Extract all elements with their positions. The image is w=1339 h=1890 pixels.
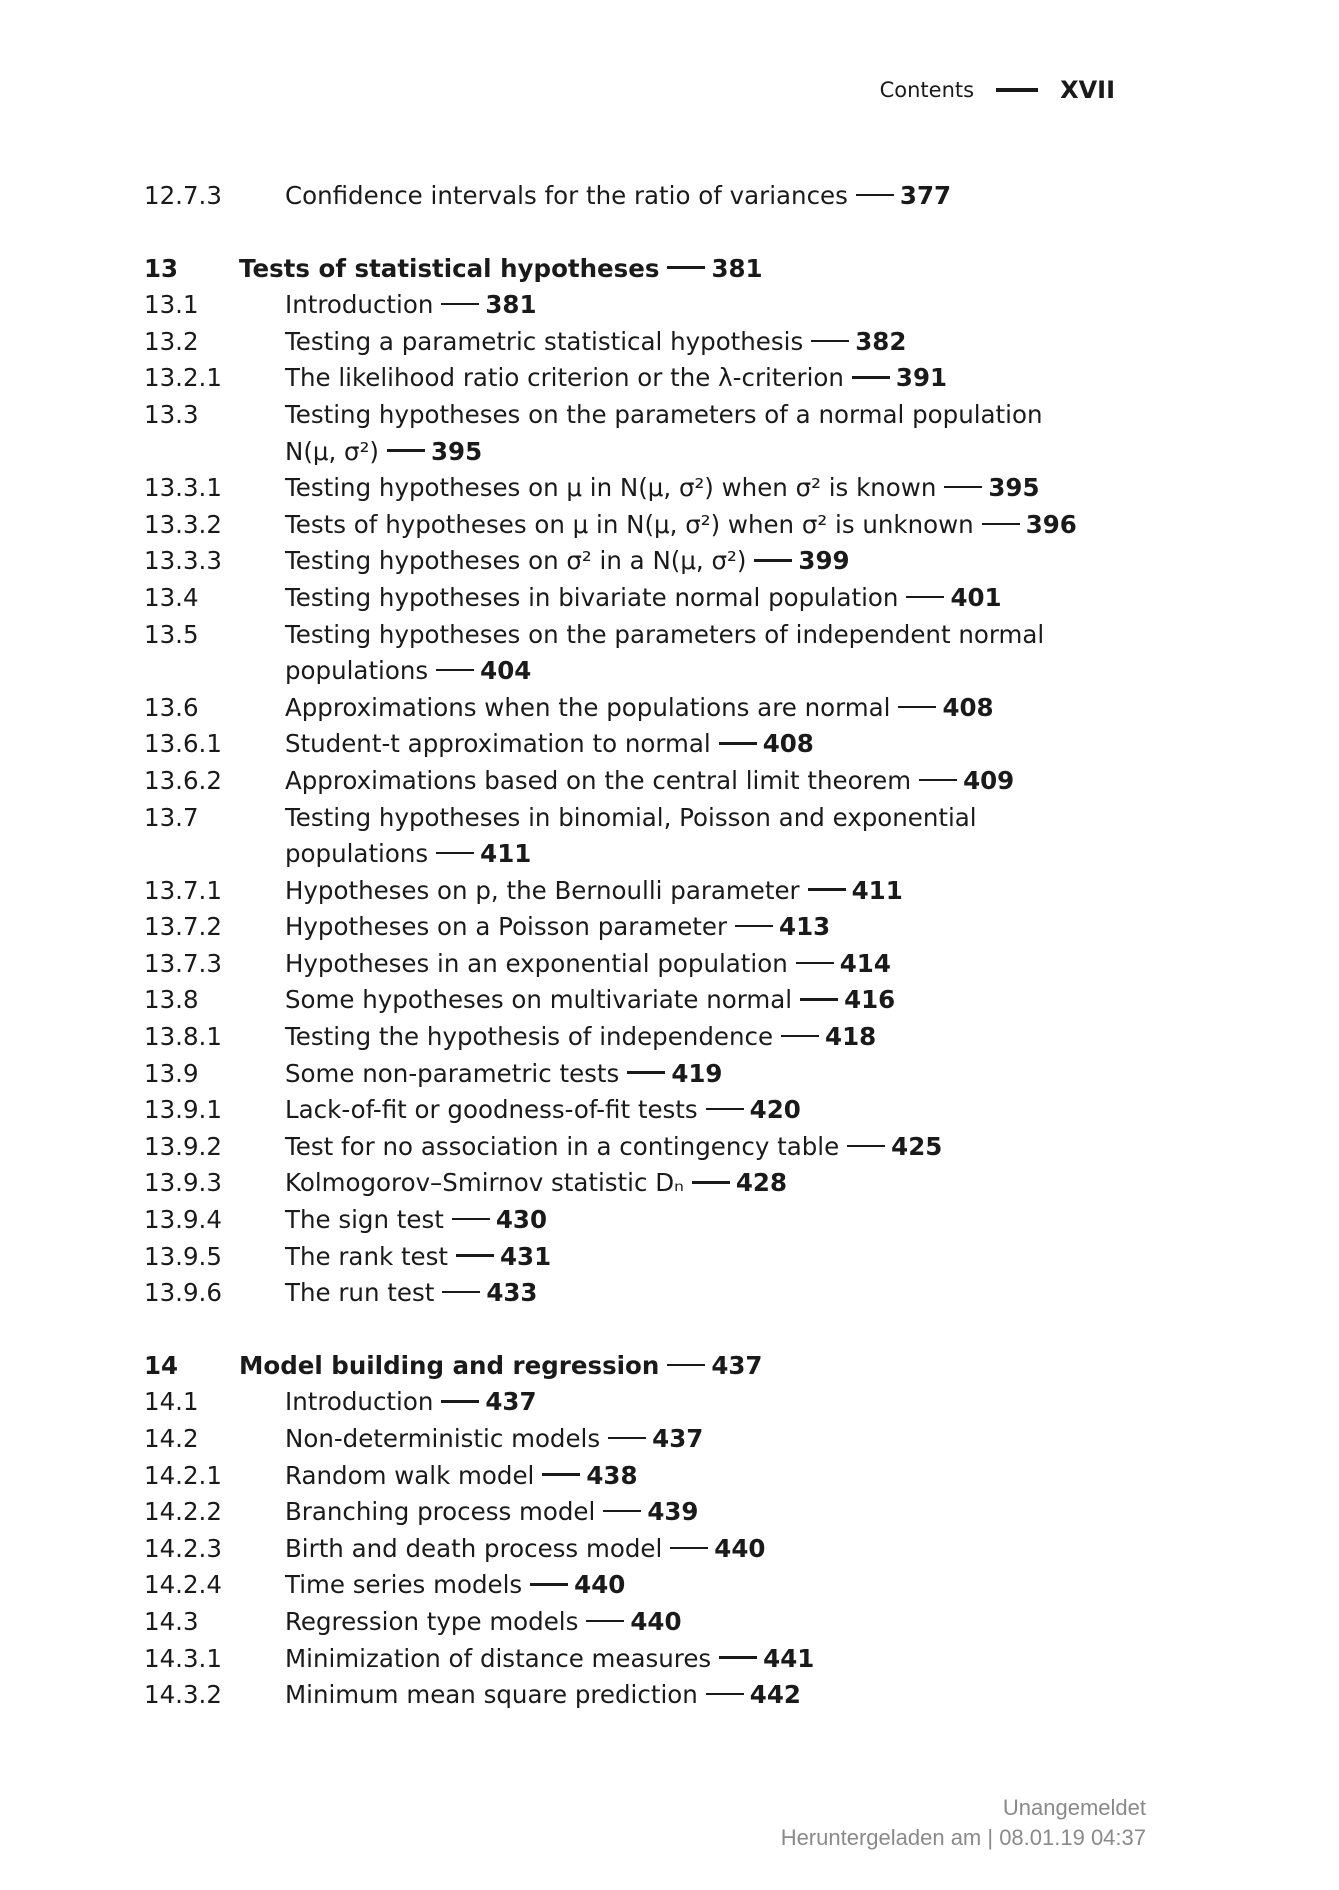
toc-entry-title-line xyxy=(285,1056,1084,1093)
toc-page-number[interactable]: 414 xyxy=(839,948,891,978)
toc-entry-title-text: populations xyxy=(285,656,429,686)
toc-page-number[interactable]: 377 xyxy=(899,181,952,210)
toc-entry[interactable] xyxy=(144,1019,1084,1056)
toc-entry-title-text: Branching process model xyxy=(285,1497,596,1527)
toc-entry-title xyxy=(239,251,1084,288)
toc-entry-title xyxy=(285,1384,1084,1421)
toc-entry-title xyxy=(285,1604,1084,1641)
toc-leader-dash xyxy=(800,998,838,1000)
toc-entry-title-text: Introduction xyxy=(285,290,434,320)
toc-page-number[interactable]: 381 xyxy=(485,290,537,320)
toc-entry-number: 14.3.2 xyxy=(144,1680,222,1710)
toc-entry-title-text: Minimum mean square prediction xyxy=(285,1680,698,1710)
toc-page-number[interactable]: 395 xyxy=(988,473,1040,503)
toc-entry-number: 13.7 xyxy=(144,802,199,832)
toc-entry-number: 13.8 xyxy=(144,985,199,1015)
toc-entry-title xyxy=(285,287,1084,324)
toc-entry-title-text: Tests of statistical hypotheses xyxy=(239,253,660,283)
toc-page-number[interactable]: 411 xyxy=(480,839,532,869)
toc-entry-number: 14.2.4 xyxy=(144,1570,222,1600)
toc-leader-dash xyxy=(441,1400,479,1402)
toc-leader-dash xyxy=(919,779,957,781)
toc-entry-title xyxy=(285,1239,1084,1276)
toc-entry-number: 14.2.3 xyxy=(144,1533,222,1563)
toc-page-number[interactable]: 382 xyxy=(855,326,907,356)
toc-leader-dash xyxy=(808,888,846,890)
toc-page-number[interactable]: 404 xyxy=(480,656,532,686)
toc-page-number[interactable]: 416 xyxy=(844,985,896,1015)
toc-entry-number: 13.3.3 xyxy=(144,546,222,576)
toc-entry-number: 13.3 xyxy=(144,399,199,429)
toc-entry-number: 13.2 xyxy=(144,326,199,356)
toc-entry-number: 14.2.2 xyxy=(144,1497,222,1527)
toc-entry-title-line xyxy=(285,1239,1084,1276)
toc-entry-number: 13 xyxy=(144,253,179,283)
toc-entry-title-line xyxy=(285,1641,1084,1678)
toc-entry-title xyxy=(285,982,1084,1019)
toc-entry-title-text: Confidence intervals for the ratio of variances xyxy=(285,181,848,210)
toc-entry-title-line xyxy=(285,1092,1084,1129)
toc-entry-title-line xyxy=(285,397,1084,434)
toc-entry-number: 13.4 xyxy=(144,582,199,612)
toc-entry-title-text: Hypotheses on a Poisson parameter xyxy=(285,912,728,942)
toc-entry-title-line xyxy=(285,726,1084,763)
toc-leader-dash xyxy=(706,1693,744,1695)
toc-entry-title xyxy=(285,1458,1084,1495)
toc-entry-title-text: Testing hypotheses in bivariate normal population xyxy=(285,582,899,612)
toc-entry-title-text: Testing hypotheses on μ in N(μ, σ²) when σ² is known xyxy=(285,473,937,503)
toc-leader-dash xyxy=(735,925,773,927)
toc-page-number[interactable]: 409 xyxy=(963,765,1015,795)
toc-entry[interactable] xyxy=(144,1056,1084,1093)
toc-entry-title-line xyxy=(285,360,1084,397)
toc-leader-dash xyxy=(719,742,757,744)
toc-entry[interactable] xyxy=(144,1384,1084,1421)
toc-entry[interactable] xyxy=(144,1567,1084,1604)
toc-entry-title xyxy=(285,1129,1084,1166)
toc-page-number[interactable]: 440 xyxy=(630,1606,682,1636)
toc-leader-dash xyxy=(898,706,936,708)
toc-leader-dash xyxy=(627,1071,665,1073)
toc-leader-dash xyxy=(442,1291,480,1293)
toc-entry[interactable] xyxy=(144,873,1084,910)
toc-entry-title-line xyxy=(285,1567,1084,1604)
toc-entry-title-text: Testing hypotheses on the parameters of independent normal xyxy=(285,619,1045,649)
toc-entry-title-text: Student-t approximation to normal xyxy=(285,729,711,759)
toc-entry-title-text: The run test xyxy=(285,1278,435,1308)
toc-entry-number: 13.5 xyxy=(144,619,199,649)
toc-entry-title xyxy=(285,580,1084,617)
toc-entry-title-text: Kolmogorov–Smirnov statistic Dₙ xyxy=(285,1168,684,1198)
toc-entry-title-line xyxy=(285,324,1084,361)
toc-entry[interactable] xyxy=(144,1677,1084,1714)
toc-entry-title-line xyxy=(239,1348,1084,1385)
toc-entry-title xyxy=(285,1165,1084,1202)
toc-entry-number: 13.8.1 xyxy=(144,1022,222,1052)
toc-entry-number: 13.6 xyxy=(144,692,199,722)
toc-entry-title xyxy=(285,1531,1084,1568)
toc-entry[interactable] xyxy=(144,580,1084,617)
toc-entry-title-text: Approximations when the populations are normal xyxy=(285,692,891,722)
toc-entry-number: 13.7.1 xyxy=(144,875,222,905)
toc-entry-number: 13.3.1 xyxy=(144,473,222,503)
toc-leader-dash xyxy=(796,962,834,964)
toc-entry-title-text: N(μ, σ²) xyxy=(285,436,379,466)
toc-page-number[interactable]: 437 xyxy=(652,1424,704,1453)
toc-entry-title-line xyxy=(285,909,1084,946)
toc-page-number[interactable]: 411 xyxy=(851,875,903,905)
toc-page-number[interactable]: 413 xyxy=(779,912,831,942)
toc-leader-dash xyxy=(667,1364,705,1366)
toc-leader-dash xyxy=(719,1656,757,1658)
toc-entry-title xyxy=(285,617,1084,690)
toc-entry-number: 14.3 xyxy=(144,1606,199,1636)
toc-page-number[interactable]: 395 xyxy=(430,436,483,466)
running-header xyxy=(880,76,1115,104)
toc-entry-title-line xyxy=(285,836,1084,873)
toc-entry[interactable] xyxy=(144,1129,1084,1166)
toc-leader-dash xyxy=(847,1145,885,1147)
toc-entry[interactable] xyxy=(144,324,1084,361)
toc-entry-title xyxy=(285,726,1084,763)
toc-page-number[interactable]: 401 xyxy=(950,582,1002,612)
toc-entry[interactable] xyxy=(144,1092,1084,1129)
toc-leader-dash xyxy=(452,1218,490,1220)
toc-page-number[interactable]: 391 xyxy=(895,363,948,393)
toc-entry-title-text: Hypotheses in an exponential population xyxy=(285,948,788,978)
toc-entry-title-line xyxy=(239,251,1084,288)
toc-entry[interactable] xyxy=(144,397,1084,470)
toc-leader-dash xyxy=(441,303,479,305)
toc-entry-number: 13.2.1 xyxy=(144,363,222,393)
toc-entry-title-text: Regression type models xyxy=(285,1606,579,1636)
toc-entry-number: 13.6.1 xyxy=(144,729,222,759)
toc-leader-dash xyxy=(811,340,849,342)
toc-page-number[interactable]: 381 xyxy=(711,253,763,283)
toc-leader-dash xyxy=(456,1254,494,1256)
toc-entry[interactable] xyxy=(144,287,1084,324)
toc-entry[interactable] xyxy=(144,1604,1084,1641)
toc-page-number[interactable]: 442 xyxy=(749,1680,801,1710)
page-number: XVII xyxy=(1060,76,1115,104)
toc-page-number[interactable]: 433 xyxy=(486,1278,538,1308)
toc-entry-title-line xyxy=(285,1384,1084,1421)
toc-entry-title-text: Minimization of distance measures xyxy=(285,1643,712,1673)
toc-entry-number: 13.9.5 xyxy=(144,1241,222,1271)
toc-entry[interactable] xyxy=(144,1275,1084,1312)
toc-entry-title xyxy=(285,690,1084,727)
toc-leader-dash xyxy=(944,486,982,488)
download-watermark xyxy=(781,1793,1146,1853)
toc-entry-number: 13.9 xyxy=(144,1058,199,1088)
toc-entry-title-text: Testing hypotheses on σ² in a N(μ, σ²) xyxy=(285,546,747,576)
toc-entry-title xyxy=(285,397,1084,470)
toc-entry-title-line xyxy=(285,653,1084,690)
toc-entry-number: 13.6.2 xyxy=(144,765,222,795)
toc-entry-title-line xyxy=(285,1019,1084,1056)
toc-entry[interactable] xyxy=(144,178,1084,215)
toc-page-number[interactable]: 399 xyxy=(798,546,850,576)
toc-entry-title xyxy=(285,909,1084,946)
toc-entry-title-text: Some hypotheses on multivariate normal xyxy=(285,985,793,1015)
toc-entry-title-line xyxy=(285,982,1084,1019)
toc-entry-number: 13.9.4 xyxy=(144,1205,222,1235)
toc-page-number[interactable]: 396 xyxy=(1025,509,1077,539)
toc-entry-title xyxy=(285,1641,1084,1678)
toc-chapter-entry[interactable] xyxy=(144,251,1084,288)
toc-entry-title-text: Introduction xyxy=(285,1387,434,1417)
toc-entry-title-text: Non-deterministic models xyxy=(285,1424,601,1453)
toc-leader-dash xyxy=(586,1620,624,1622)
toc-entry-number: 13.9.1 xyxy=(144,1095,222,1125)
toc-leader-dash xyxy=(706,1108,744,1110)
toc-entry-title xyxy=(285,946,1084,983)
toc-entry-title-line xyxy=(285,873,1084,910)
toc-entry-title-text: Some non-parametric tests xyxy=(285,1058,620,1088)
toc-leader-dash xyxy=(530,1583,568,1585)
toc-entry[interactable] xyxy=(144,690,1084,727)
toc-leader-dash xyxy=(667,266,705,268)
toc-entry-title-text: Hypotheses on p, the Bernoulli parameter xyxy=(285,875,800,905)
toc-entry-title-text: Time series models xyxy=(285,1570,523,1600)
toc-entry-number: 13.9.6 xyxy=(144,1278,222,1308)
toc-page-number[interactable]: 431 xyxy=(500,1241,552,1271)
toc-leader-dash xyxy=(436,669,474,671)
toc-page-number[interactable]: 428 xyxy=(735,1168,787,1198)
toc-entry-title xyxy=(239,1348,1084,1385)
header-rule xyxy=(996,88,1038,92)
toc-entry[interactable] xyxy=(144,1458,1084,1495)
toc-entry-number: 13.9.3 xyxy=(144,1168,222,1198)
toc-entry-number: 13.9.2 xyxy=(144,1131,222,1161)
toc-entry[interactable] xyxy=(144,1165,1084,1202)
toc-entry-title-line xyxy=(285,1165,1084,1202)
toc-entry-title-text: Testing the hypothesis of independence xyxy=(285,1022,774,1052)
toc-entry-title-text: Birth and death process model xyxy=(285,1533,663,1563)
toc-chapter-entry[interactable] xyxy=(144,1348,1084,1385)
toc-entry-number: 14.3.1 xyxy=(144,1643,222,1673)
toc-entry-title-text: Testing hypotheses in binomial, Poisson and exponential xyxy=(285,802,977,832)
toc-entry-title-text: Tests of hypotheses on μ in N(μ, σ²) when σ² is unknown xyxy=(285,509,974,539)
toc-entry-title xyxy=(285,360,1084,397)
toc-entry[interactable] xyxy=(144,800,1084,873)
toc-leader-dash xyxy=(542,1473,580,1475)
toc-leader-dash xyxy=(982,523,1020,525)
toc-entry-title-line xyxy=(285,543,1084,580)
toc-entry-title-text: Approximations based on the central limit theorem xyxy=(285,765,912,795)
toc-entry-title xyxy=(285,178,1084,215)
toc-entry-title-text: Model building and regression xyxy=(239,1350,660,1380)
toc-page-number[interactable]: 440 xyxy=(574,1570,626,1600)
toc-leader-dash xyxy=(856,194,894,196)
toc-entry[interactable] xyxy=(144,617,1084,690)
toc-entry-number: 14.2 xyxy=(144,1424,199,1453)
toc-entry-title-text: populations xyxy=(285,839,429,869)
toc-page-number[interactable]: 420 xyxy=(749,1095,801,1125)
toc-entry[interactable] xyxy=(144,507,1084,544)
toc-entry-title-line xyxy=(285,1494,1084,1531)
toc-page-number[interactable]: 419 xyxy=(671,1058,723,1088)
toc-entry[interactable] xyxy=(144,360,1084,397)
running-header-section: Contents xyxy=(879,78,975,102)
toc-entry-title xyxy=(285,1019,1084,1056)
toc-entry-title xyxy=(285,507,1084,544)
toc-entry-number: 13.7.3 xyxy=(144,948,222,978)
toc-entry-title xyxy=(285,1056,1084,1093)
toc-entry-title-line xyxy=(285,617,1084,654)
toc-page-number[interactable]: 408 xyxy=(762,729,814,759)
toc-page-number[interactable]: 437 xyxy=(711,1350,763,1380)
toc-entry-title xyxy=(285,1202,1084,1239)
toc-page-number[interactable]: 437 xyxy=(485,1387,537,1417)
toc-entry-title-line xyxy=(285,690,1084,727)
toc-entry-title-text: Testing hypotheses on the parameters of a normal population xyxy=(285,399,1043,429)
toc-entry-title xyxy=(285,470,1084,507)
toc-entry[interactable] xyxy=(144,1202,1084,1239)
toc-entry-title-line xyxy=(285,580,1084,617)
toc-entry[interactable] xyxy=(144,946,1084,983)
toc-entry-title-line xyxy=(285,1275,1084,1312)
toc-entry-title xyxy=(285,324,1084,361)
toc-entry[interactable] xyxy=(144,909,1084,946)
toc-entry-title xyxy=(285,1421,1084,1458)
toc-entry-title-line xyxy=(285,1458,1084,1495)
toc-page-number[interactable]: 430 xyxy=(495,1205,547,1235)
toc-entry-title xyxy=(285,763,1084,800)
toc-leader-dash xyxy=(670,1547,708,1549)
table-of-contents xyxy=(144,178,1084,1714)
toc-entry-title-line xyxy=(285,1604,1084,1641)
toc-entry-title-text: The sign test xyxy=(285,1205,444,1235)
toc-entry-title-line xyxy=(285,287,1084,324)
toc-page-number[interactable]: 408 xyxy=(942,692,994,722)
toc-entry-title xyxy=(285,1092,1084,1129)
toc-page-number[interactable]: 440 xyxy=(714,1533,766,1563)
toc-page-number[interactable]: 418 xyxy=(825,1022,877,1052)
toc-entry-title-line xyxy=(285,1531,1084,1568)
toc-entry[interactable] xyxy=(144,1641,1084,1678)
toc-entry-title xyxy=(285,1494,1084,1531)
toc-entry-title xyxy=(285,543,1084,580)
toc-entry-title-line xyxy=(285,178,1084,215)
toc-entry[interactable] xyxy=(144,1421,1084,1458)
toc-leader-dash xyxy=(754,559,792,561)
toc-entry-title-text: The likelihood ratio criterion or the λ-criterion xyxy=(285,363,844,393)
toc-entry-title-line xyxy=(285,470,1084,507)
toc-entry-title-line xyxy=(285,507,1084,544)
toc-entry-title-line xyxy=(285,1202,1084,1239)
toc-entry-title xyxy=(285,1567,1084,1604)
toc-leader-dash xyxy=(387,449,425,451)
toc-leader-dash xyxy=(852,376,890,378)
watermark-line-2: Heruntergeladen am | 08.01.19 04:37 xyxy=(780,1825,1146,1850)
toc-entry-number: 13.1 xyxy=(144,290,199,320)
toc-entry-number: 13.3.2 xyxy=(144,509,222,539)
toc-entry-number: 13.7.2 xyxy=(144,912,222,942)
toc-page-number[interactable]: 438 xyxy=(586,1460,638,1490)
toc-entry-title-line xyxy=(285,434,1084,471)
toc-leader-dash xyxy=(906,596,944,598)
toc-page-number[interactable]: 441 xyxy=(763,1643,815,1673)
toc-entry-title-line xyxy=(285,763,1084,800)
toc-entry[interactable] xyxy=(144,982,1084,1019)
toc-entry-number: 14 xyxy=(144,1350,179,1380)
toc-leader-dash xyxy=(692,1181,730,1183)
toc-page-number[interactable]: 439 xyxy=(647,1497,699,1527)
toc-entry-title-line xyxy=(285,1129,1084,1166)
toc-entry-title xyxy=(285,800,1084,873)
toc-leader-dash xyxy=(436,852,474,854)
toc-entry-title-text: Test for no association in a contingency table xyxy=(285,1131,840,1161)
toc-entry-title-text: The rank test xyxy=(285,1241,448,1271)
toc-entry[interactable] xyxy=(144,1531,1084,1568)
toc-page-number[interactable]: 425 xyxy=(891,1131,943,1161)
toc-entry-title-text: Random walk model xyxy=(285,1460,535,1490)
toc-entry-title-text: Lack-of-fit or goodness-of-fit tests xyxy=(285,1095,698,1125)
toc-entry[interactable] xyxy=(144,1239,1084,1276)
toc-entry-title-line xyxy=(285,1677,1084,1714)
toc-entry-title xyxy=(285,1275,1084,1312)
toc-entry-title xyxy=(285,873,1084,910)
watermark-line-1: Unangemeldet xyxy=(1002,1795,1146,1820)
toc-entry-title-line xyxy=(285,800,1084,837)
toc-entry[interactable] xyxy=(144,763,1084,800)
toc-entry[interactable] xyxy=(144,470,1084,507)
toc-entry-title-line xyxy=(285,946,1084,983)
toc-entry-number: 14.1 xyxy=(144,1387,199,1417)
toc-entry[interactable] xyxy=(144,543,1084,580)
toc-entry-title-text: Testing a parametric statistical hypothesis xyxy=(285,326,804,356)
toc-entry-title-line xyxy=(285,1421,1084,1458)
toc-leader-dash xyxy=(781,1035,819,1037)
toc-entry-number: 12.7.3 xyxy=(144,181,222,210)
toc-entry-title xyxy=(285,1677,1084,1714)
toc-entry[interactable] xyxy=(144,726,1084,763)
toc-entry[interactable] xyxy=(144,1494,1084,1531)
toc-leader-dash xyxy=(608,1437,646,1439)
toc-leader-dash xyxy=(603,1510,641,1512)
toc-entry-number: 14.2.1 xyxy=(144,1460,222,1490)
